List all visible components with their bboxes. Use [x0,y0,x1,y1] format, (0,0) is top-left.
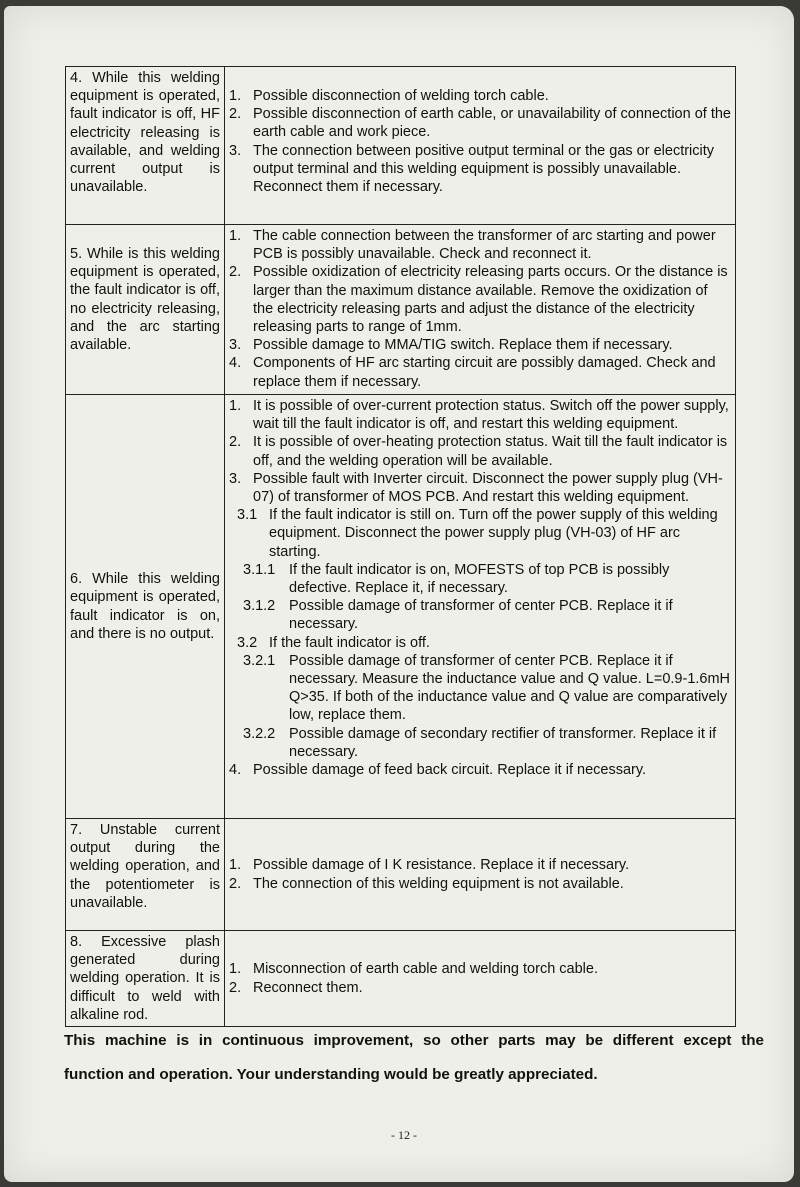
solution-item: 1. It is possible of over-current protection status. Switch off the power supply, wait till the fault indicator is off, and restart this welding equipment. [229,398,729,433]
solution-subitem: 3.1.2 Possible damage of transformer of center PCB. Replace it if necessary. [243,598,673,633]
table-row [66,225,736,395]
symptom-cell: 8. Excessive plash generated during welding operation. It is difficult to weld with alkaline rod. [66,931,225,1027]
table-row [66,931,736,1027]
solution-item: 1. Possible damage of I K resistance. Replace it if necessary. [229,857,630,874]
symptom-cell: 5. While is this welding equipment is operated, the fault indicator is off, no electricity releasing, and the arc starting available. [66,225,225,395]
solution-cell [225,931,736,1027]
solution-item: 2. Possible disconnection of earth cable, or unavailability of connection of the earth cable and work piece. [229,106,731,141]
table-row [66,395,736,819]
solution-cell [225,67,736,225]
page-number: - 12 - [391,1128,417,1142]
solution-item: 1. Misconnection of earth cable and welding torch cable. [229,961,598,978]
improvement-note-line2: function and operation. Your understanding would be greatly appreciated. [64,1066,598,1083]
symptom-cell: 4. While this welding equipment is operated, fault indicator is off, HF electricity releasing is available, and welding current output is unavailable. [66,67,225,225]
solution-cell [225,395,736,819]
solution-item: 2. Possible oxidization of electricity releasing parts occurs. Or the distance is larger than the maximum distance available. Remove the oxidization of the electricity releasing parts and adjust the distance of the electricity releasing parts to range of 1mm. [229,264,728,336]
solution-item: 2. The connection of this welding equipment is not available. [229,875,624,892]
solution-subitem: 3.2.1 Possible damage of transformer of center PCB. Replace it if necessary. Measure the inductance value and Q value. L=0.9-1.6mH Q>35. If both of the inductance value and Q value are comparatively low, replace them. [243,652,731,724]
solution-cell [225,819,736,931]
solution-item: 1. Possible disconnection of welding torch cable. [229,88,549,104]
solution-cell [225,225,736,395]
troubleshooting-table [65,66,736,1027]
solution-item: 3. The connection between positive output terminal or the gas or electricity output terminal and this welding equipment is possibly unavailable. Reconnect them if necessary. [229,142,715,196]
manual-page [4,6,794,1182]
solution-item: 2. Reconnect them. [229,979,363,996]
solution-item: 4. Possible damage of feed back circuit. Replace it if necessary. [229,762,647,779]
solution-item: 3. Possible damage to MMA/TIG switch. Replace them if necessary. [229,337,673,354]
solution-subitem: 3.2 If the fault indicator is off. [237,634,430,651]
symptom-cell: 7. Unstable current output during the welding operation, and the potentiometer is unavailable. [66,819,225,931]
solution-item: 1. The cable connection between the transformer of arc starting and power PCB is possibly unavailable. Check and reconnect it. [229,228,716,263]
solution-item: 2. It is possible of over-heating protection status. Wait till the fault indicator is off, and the welding operation will be available. [229,434,728,469]
solution-subitem: 3.1.1 If the fault indicator is on, MOFESTS of top PCB is possibly defective. Replace it, if necessary. [243,561,670,597]
improvement-note-line1: This machine is in continuous improvement, so other parts may be different except the [64,1032,764,1049]
solution-item: 4. Components of HF arc starting circuit are possibly damaged. Check and replace them if necessary. [229,355,716,390]
solution-subitem: 3.2.2 Possible damage of secondary rectifier of transformer. Replace it if necessary. [243,725,717,760]
solution-item: 3. Possible fault with Inverter circuit. Disconnect the power supply plug (VH-07) of transformer of MOS PCB. And restart this welding equipment. [229,470,723,506]
table-row [66,819,736,931]
solution-subitem: 3.1 If the fault indicator is still on. Turn off the power supply of this welding equipment. Disconnect the power supply plug (VH-03) of HF arc starting. [237,507,718,560]
table-row [66,67,736,225]
symptom-cell: 6. While this welding equipment is operated, fault indicator is on, and there is no output. [66,395,225,819]
